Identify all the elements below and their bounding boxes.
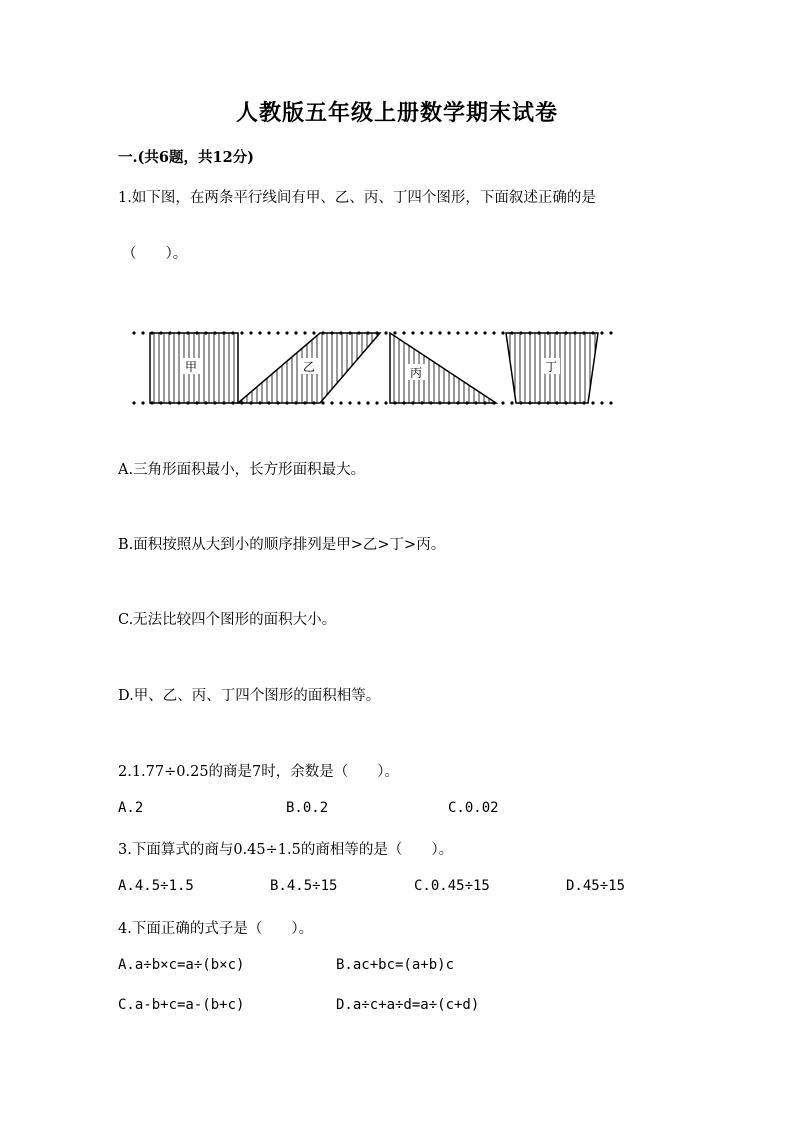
dot — [438, 331, 441, 334]
q2-stem: 2.1.77÷0.25的商是7时，余数是（ ）。 — [118, 764, 400, 780]
q3-option-b: B.4.5÷15 — [270, 878, 338, 894]
dot — [285, 331, 288, 334]
q1-option-d: D.甲、乙、丙、丁四个图形的面积相等。 — [118, 688, 381, 704]
dot — [600, 331, 603, 334]
dot — [132, 331, 135, 334]
dot — [303, 331, 306, 334]
q4-option-b: B.ac+bc=(a+b)c — [336, 957, 455, 973]
dot — [456, 331, 459, 334]
dot — [330, 401, 333, 404]
dot — [375, 401, 378, 404]
dot — [312, 331, 315, 334]
dot — [240, 331, 243, 334]
dot — [501, 331, 504, 334]
dot — [411, 331, 414, 334]
dot — [483, 331, 486, 334]
dot — [276, 331, 279, 334]
dot — [393, 331, 396, 334]
q4-option-d: D.a÷c+a÷d=a÷(c+d) — [336, 997, 480, 1013]
dot — [447, 331, 450, 334]
dot — [474, 331, 477, 334]
dot — [132, 401, 135, 404]
q4-option-c: C.a-b+c=a-(b+c) — [118, 997, 245, 1013]
dot — [141, 331, 144, 334]
q1-option-a: A.三角形面积最小，长方形面积最大。 — [118, 462, 366, 478]
dot — [249, 331, 252, 334]
q1-blank: （ ）。 — [122, 246, 188, 262]
dot — [348, 401, 351, 404]
dot — [465, 331, 468, 334]
q4-option-a: A.a÷b×c=a÷(b×c) — [118, 957, 245, 973]
figure-svg — [130, 320, 620, 416]
dot — [492, 331, 495, 334]
dot — [366, 401, 369, 404]
dot — [384, 331, 387, 334]
q1-stem: 1.如下图，在两条平行线间有甲、乙、丙、丁四个图形，下面叙述正确的是 — [118, 190, 596, 206]
q2-option-c: C.0.02 — [448, 800, 499, 816]
q2-option-a: A.2 — [118, 800, 144, 816]
dot — [510, 401, 513, 404]
label-jia: 甲 — [184, 360, 198, 374]
dot — [339, 401, 342, 404]
dot — [591, 401, 594, 404]
dot — [429, 331, 432, 334]
q4-stem: 4.下面正确的式子是（ ）。 — [118, 921, 314, 937]
q2-option-b: B.0.2 — [286, 800, 329, 816]
shape-bing-triangle — [390, 333, 496, 403]
dot — [294, 331, 297, 334]
q3-option-d: D.45÷15 — [566, 878, 626, 894]
dot — [141, 401, 144, 404]
page-title: 人教版五年级上册数学期末试卷 — [235, 100, 558, 126]
dot — [501, 401, 504, 404]
dot — [357, 401, 360, 404]
q3-stem: 3.下面算式的商与0.45÷1.5的商相等的是（ ）。 — [118, 842, 454, 858]
dot — [402, 331, 405, 334]
dot — [420, 331, 423, 334]
q3-option-c: C.0.45÷15 — [414, 878, 490, 894]
dot — [600, 401, 603, 404]
label-yi: 乙 — [302, 360, 316, 374]
q1-option-b: B.面积按照从大到小的顺序排列是甲>乙>丁>丙。 — [118, 537, 446, 553]
dot — [267, 331, 270, 334]
section-header: 一.(共6题，共12分) — [118, 149, 255, 166]
label-ding: 丁 — [544, 360, 558, 374]
label-bing: 丙 — [409, 366, 423, 380]
dot — [609, 331, 612, 334]
q3-option-a: A.4.5÷1.5 — [118, 878, 194, 894]
dot — [384, 401, 387, 404]
hatching — [154, 333, 595, 403]
parallel-lines-figure — [130, 320, 620, 416]
dot — [609, 401, 612, 404]
q1-option-c: C.无法比较四个图形的面积大小。 — [118, 612, 337, 628]
dot — [258, 331, 261, 334]
